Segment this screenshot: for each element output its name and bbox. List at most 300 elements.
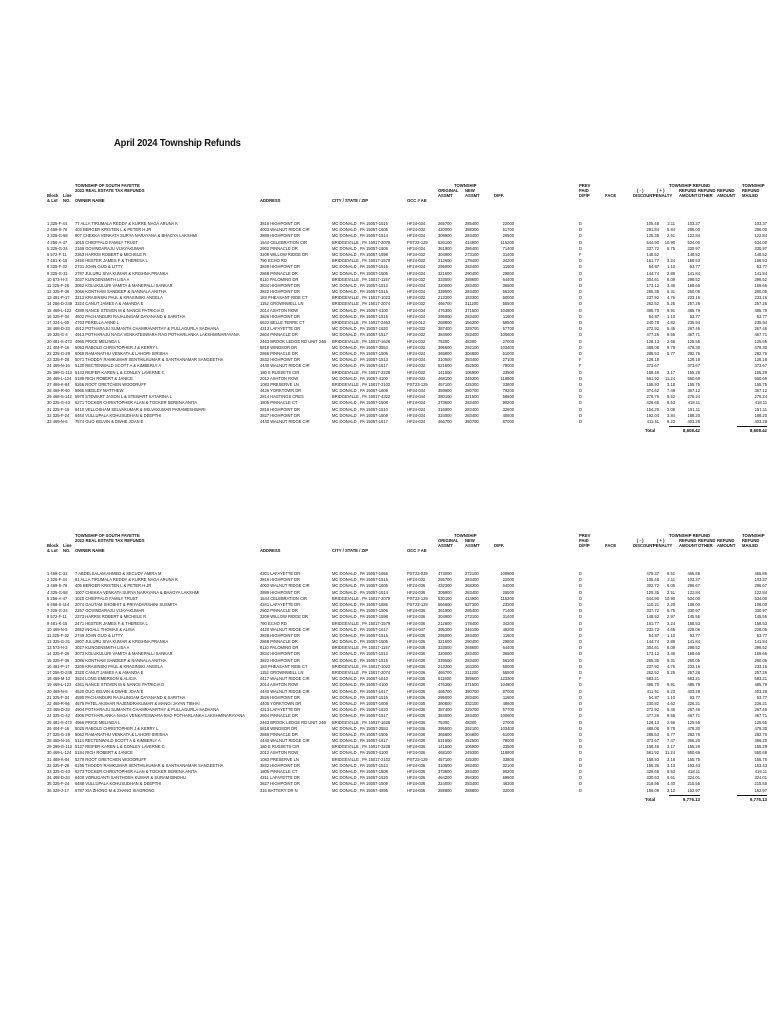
row-city: MC DONALD , PA 15057-4895 xyxy=(332,787,388,793)
row-penalty: 2.20 xyxy=(667,601,675,607)
row-refund-amount: 298.52 xyxy=(687,276,700,282)
row-id: 1 468-C-32 xyxy=(47,571,68,576)
row-address: 4440 WALNUT RIDGE CIR xyxy=(260,738,310,744)
header-paid: PAID xyxy=(579,538,589,543)
row-diff: 55500 xyxy=(502,670,514,675)
row-refund-mailed: 298.52 xyxy=(754,276,767,282)
row-city: MC DONALD , PA 15057-1513 xyxy=(332,357,388,363)
row-owner: 81 ALLA TIRUMALA REDDY & KURRE NAGA ARUNA K xyxy=(75,577,178,583)
row-diff: 33500 xyxy=(502,744,514,750)
row-address: 3822 HIGHPOINT DR xyxy=(260,657,300,663)
row-discount: 158.46 xyxy=(646,369,659,375)
row-discount: 272.92 xyxy=(646,326,659,332)
row-original-assmt: 530100 xyxy=(438,595,452,601)
row-city: BRIDGEVILLE , PA 15017-4322 xyxy=(332,394,391,400)
row-city: MC DONALD , PA 15057-1617 xyxy=(332,738,388,744)
total-label: Total xyxy=(645,796,656,802)
header-minus: ( - ) xyxy=(637,538,644,543)
row-original-assmt: 387400 xyxy=(438,707,452,713)
row-discount: 218.95 xyxy=(646,781,659,787)
row-refund-amount: 215.55 xyxy=(687,781,700,787)
row-discount: 125.35 xyxy=(646,233,659,239)
row-discount: 230.82 xyxy=(646,700,659,706)
row-id: 12 325-F-36 xyxy=(47,289,70,295)
row-address: 3834 HIGHPOINT DR xyxy=(260,651,300,657)
header-address: ADDRESS xyxy=(260,548,281,553)
row-id: 19 325-G-4 xyxy=(47,332,68,338)
row-refund-mailed: 330.97 xyxy=(754,245,767,251)
row-new-assmt: 290400 xyxy=(465,639,479,645)
row-discount: 54.87 xyxy=(648,313,659,319)
row-dfp: D xyxy=(579,670,582,675)
row-address: 3834 HIGHPOINT DR xyxy=(260,282,300,288)
row-address: 4417 WALNUT RIDGE CIR xyxy=(260,676,310,682)
row-original-assmt: 380100 xyxy=(438,394,452,400)
row-dfp: D xyxy=(579,769,582,774)
row-occ: HF24-034 xyxy=(407,357,426,363)
row-id: 15 325-F-36 xyxy=(47,657,70,663)
row-dfp: D xyxy=(579,295,582,301)
header-amount2: AMOUNT xyxy=(717,543,736,548)
row-city: MC DONALD , PA 15057-4100 xyxy=(332,307,388,313)
header-block: Block xyxy=(47,193,59,198)
row-original-assmt: 265700 xyxy=(438,577,452,583)
row-id: 2 325-F-44 xyxy=(47,577,68,583)
row-diff: 64400 xyxy=(502,645,514,651)
row-dfp: D xyxy=(579,787,582,793)
row-address: 180 E RUSSETS CIR xyxy=(260,744,300,750)
row-penalty: 5.25 xyxy=(667,301,675,307)
row-address: 2012 ASHTON ROW xyxy=(260,375,299,381)
row-address: 1152 GROWNWELL LN xyxy=(260,670,304,675)
row-city: MC DONALD , PA 15057-1515 xyxy=(332,289,388,295)
row-occ: HF24-044 xyxy=(407,394,426,400)
header-subtitle: 2022 REAL ESTATE TAX REFUNDS xyxy=(75,188,145,193)
row-dfp: D xyxy=(579,320,582,325)
row-original-assmt: 566600 xyxy=(438,601,452,607)
row-new-assmt: 283400 xyxy=(465,233,479,239)
row-diff: 87000 xyxy=(502,688,514,694)
row-dfp: D xyxy=(579,221,582,226)
row-occ: HF24-036 xyxy=(407,750,426,756)
row-penalty: 2.51 xyxy=(667,589,675,595)
row-penalty: 5.52 xyxy=(667,394,675,400)
row-dfp: D xyxy=(579,626,582,632)
row-refund-amount: 260.05 xyxy=(687,657,700,663)
row-original-assmt: 320000 xyxy=(438,282,452,288)
row-diff: 90200 xyxy=(502,769,514,774)
row-new-assmt: 286400 xyxy=(465,608,479,614)
row-refund-mailed: 188.20 xyxy=(754,412,767,418)
row-refund-mailed: 169.66 xyxy=(754,282,767,288)
row-discount: 237.92 xyxy=(646,663,659,669)
row-city: MC DONALD , PA 15057-1515 xyxy=(332,313,388,319)
row-new-assmt: 394300 xyxy=(465,775,479,781)
row-id: 35 325-F-24 xyxy=(47,781,70,787)
row-city: MC DONALD , PA 15057-1617 xyxy=(332,626,388,632)
header-address: ADDRESS xyxy=(260,198,281,203)
row-address: 3827 HIGHPOINT DR xyxy=(260,781,300,787)
row-dfp: D xyxy=(579,239,582,245)
row-owner: 2471 HESTER JAMES F & THERESA L xyxy=(75,620,148,626)
row-city: MC DONALD , PA 15057-1617 xyxy=(332,688,388,694)
row-occ: HF24-036 xyxy=(407,614,426,620)
header-lot: & Lot xyxy=(47,548,58,553)
row-dfp: D xyxy=(579,307,582,313)
row-address: 2868 PINNACLE DR xyxy=(260,270,298,276)
row-discount: 144.74 xyxy=(646,270,659,276)
row-city: MC DONALD , PA 15057-1509 xyxy=(332,781,388,787)
row-diff: 26500 xyxy=(502,589,514,595)
row-id: 9 481-K-15 xyxy=(47,620,68,626)
row-diff: 33800 xyxy=(502,756,514,762)
row-occ: HF24-036 xyxy=(407,632,426,638)
row-owner: 3073 KOLUKULURI VAMITA & MANEPALLI SANKAR xyxy=(75,651,173,657)
row-refund-amount: 534.00 xyxy=(687,239,700,245)
header-owner: OWNER NAME xyxy=(75,198,105,203)
row-id: 19 469-L-122 xyxy=(47,682,72,688)
row-owner: 4912 POTHARAJU SUMANTH CHAMRAVARTHY & PULLAGURLA SADHANA xyxy=(75,326,219,332)
row-refund-mailed: 296.67 xyxy=(754,583,767,589)
row-owner: 3324 CANUT JAMES A & AMANDA E xyxy=(75,301,144,307)
row-address: 4440 WALNUT RIDGE CIR xyxy=(260,363,310,369)
row-discount: 583.21 xyxy=(646,676,659,682)
row-dfp: D xyxy=(579,756,582,762)
row-refund-amount: 158.53 xyxy=(687,620,700,626)
row-original-assmt: 466700 xyxy=(438,419,452,424)
total-rule xyxy=(737,795,767,796)
row-id: 24 469-N-16 xyxy=(47,363,70,369)
row-dfp: D xyxy=(579,258,582,264)
row-penalty: 1.10 xyxy=(667,313,675,319)
header-township: TOWNSHIP OF SOUTH FAYETTE xyxy=(75,183,140,188)
row-dfp: D xyxy=(579,713,582,719)
row-original-assmt: 309900 xyxy=(438,589,452,595)
row-owner: 4520 GUO KELVIN & DWHE JOAN E xyxy=(75,688,144,694)
row-refund-mailed: 148.52 xyxy=(754,251,767,257)
row-dfp: D xyxy=(579,750,582,756)
row-diff: 32600 xyxy=(502,406,514,412)
row-new-assmt: 268600 xyxy=(465,645,479,651)
row-id: 31 325-F-16 xyxy=(47,406,70,412)
row-refund-mailed: 583.21 xyxy=(754,676,767,682)
row-city: BRIDGEVILLE , PA 15017-1579 xyxy=(332,258,391,264)
row-address: 2604 PINNACLE DR xyxy=(260,713,298,719)
row-discount: 237.92 xyxy=(646,295,659,301)
row-city: MC DONALD , PA 15057-1515 xyxy=(332,221,388,226)
row-address: 4003 WALNUT RIDGE CIR xyxy=(260,227,310,233)
row-discount: 156.36 xyxy=(646,762,659,768)
row-discount: 232.72 xyxy=(646,626,659,632)
row-id: 26 469-L-124 xyxy=(47,375,72,381)
row-dfp: D xyxy=(579,289,582,295)
row-original-assmt: 531600 xyxy=(438,738,452,744)
row-refund-mailed: 257.26 xyxy=(754,301,767,307)
row-refund-amount: 108.00 xyxy=(687,601,700,607)
row-city: MC DONALD , PA 15057-1513 xyxy=(332,282,388,288)
row-discount: 475.37 xyxy=(646,571,659,576)
row-original-assmt: 457100 xyxy=(438,381,452,387)
row-refund-amount: 479.30 xyxy=(687,725,700,731)
row-city: BRIDGEVILLE , PA 15017-2102 xyxy=(332,381,391,387)
row-original-assmt: 268800 xyxy=(438,320,452,325)
row-occ: HF24-036 xyxy=(407,645,426,651)
row-discount: 411.51 xyxy=(646,419,659,424)
row-refund-mailed: 465.86 xyxy=(754,571,767,576)
row-owner: 5114 RECTENWALD SCOTT A & KIMBERLY A xyxy=(75,738,161,744)
row-penalty: 5.77 xyxy=(667,350,675,356)
row-penalty: 8.53 xyxy=(667,400,675,406)
row-diff: 58600 xyxy=(502,394,514,400)
row-dfp: D xyxy=(579,595,582,601)
header-occ: OCC # AE xyxy=(407,198,427,203)
row-city: MC DONALD , PA 15057-1515 xyxy=(332,264,388,270)
row-dfp: D xyxy=(579,632,582,638)
header-original: ORIGINAL xyxy=(438,538,459,543)
row-owner: 77 ALLA TIRUMALA REDDY & KURRE NAGA ARUNA K xyxy=(75,221,178,226)
header-discount: DISCOUNT xyxy=(633,543,655,548)
row-owner: 3027 KLINGENSMITH LISA A xyxy=(75,645,130,651)
row-id: 11 325-F-32 xyxy=(47,632,69,638)
row-diff: 11600 xyxy=(502,632,514,638)
row-refund-mailed: 128.18 xyxy=(754,357,767,363)
row-occ: HF24-036 xyxy=(407,738,426,744)
row-owner: 2807 JULURU SIVA KUMAR & KRISHNA PRANKA xyxy=(75,639,169,645)
row-city: MC DONALD , PA 15057-3553 xyxy=(332,344,388,350)
row-id: 33 469-N-6 xyxy=(47,419,68,424)
header-township-col: TOWNSHIP xyxy=(454,533,477,538)
row-refund-amount: 53.77 xyxy=(689,264,700,270)
row-refund-amount: 403.28 xyxy=(687,419,700,424)
row-penalty: 5.31 xyxy=(667,289,675,295)
row-original-assmt: 476300 xyxy=(438,682,452,688)
row-id: 9 325-G-31 xyxy=(47,270,68,276)
row-original-assmt: 304900 xyxy=(438,251,452,257)
row-occ: HF24-036 xyxy=(407,713,426,719)
row-original-assmt: 361900 xyxy=(438,608,452,614)
row-penalty: 9.91 xyxy=(667,682,675,688)
row-discount: 337.72 xyxy=(646,608,659,614)
row-diff: 58500 xyxy=(502,320,514,325)
row-dfp: D xyxy=(579,738,582,744)
row-penalty: 4.76 xyxy=(667,663,675,669)
row-penalty: 6.75 xyxy=(667,608,675,614)
row-owner: 2787 JULURU SIVA KUMAR & KRISHNA PRANKA xyxy=(75,270,169,276)
row-owner: 6273 TOCKER CHRISTOPHER ALAN & TOCKER SERENA ANITA xyxy=(75,769,197,774)
row-refund-amount: 233.16 xyxy=(687,295,700,301)
row-id: 8 572-F-11 xyxy=(47,614,67,620)
row-original-assmt: 473000 xyxy=(438,571,452,576)
row-diff: 118800 xyxy=(500,750,514,756)
row-address: 316 BATTERY DR N xyxy=(260,787,298,793)
row-occ: PST23-039 xyxy=(407,571,428,576)
row-new-assmt: 425300 xyxy=(465,756,479,762)
row-refund-amount: 583.21 xyxy=(687,676,700,682)
row-diff: 57700 xyxy=(502,326,514,332)
row-penalty: 2.11 xyxy=(667,221,675,226)
row-refund-mailed: 534.00 xyxy=(754,595,767,601)
row-refund-mailed: 233.16 xyxy=(754,295,767,301)
row-refund-amount: 418.11 xyxy=(687,769,700,774)
row-penalty: 4.62 xyxy=(667,700,675,706)
row-occ: PST23-129 xyxy=(407,595,428,601)
header-refund3: REFUND xyxy=(717,188,735,193)
row-address: 4420 WALNUT RIDGE CIR xyxy=(260,626,310,632)
row-city: BRIDGEVILLE , PA 15017-3228 xyxy=(332,369,391,375)
row-refund-amount: 298.52 xyxy=(687,645,700,651)
row-id: 20 481-S-473 xyxy=(47,338,72,344)
row-occ: HF24-032 xyxy=(407,227,426,233)
row-diff: 104800 xyxy=(500,307,514,313)
row-discount: 240.78 xyxy=(646,320,659,325)
row-refund-amount: 152.97 xyxy=(687,787,700,793)
row-dfp: D xyxy=(579,719,582,725)
total-mailed: 9,776.13 xyxy=(749,796,767,802)
row-address: 4426 YORKTOWN DR xyxy=(260,388,302,394)
row-owner: 6787 XIA ZHONG M & ZHANG XIAORONG xyxy=(75,787,155,793)
row-refund-amount: 257.26 xyxy=(687,670,700,675)
row-new-assmt: 290400 xyxy=(465,270,479,276)
row-address: 4440 WALNUT RIDGE CIR xyxy=(260,688,310,694)
row-new-assmt: 388300 xyxy=(465,227,479,233)
row-original-assmt: 295000 xyxy=(438,264,452,270)
row-refund-amount: 324.01 xyxy=(687,775,700,781)
row-refund-mailed: 158.53 xyxy=(754,620,767,626)
row-refund-mailed: 324.01 xyxy=(754,775,767,781)
table-total xyxy=(47,794,767,804)
row-occ: HF24-012 xyxy=(407,320,426,325)
row-refund-amount: 479.30 xyxy=(687,344,700,350)
row-address: 2868 PINNACLE DR xyxy=(260,639,298,645)
row-refund-amount: 260.05 xyxy=(687,289,700,295)
header-amount: AMOUNT xyxy=(679,193,698,198)
row-id: 30 325-G-43 xyxy=(47,400,70,406)
row-owner: 2749 JOHN GUO & LITTY xyxy=(75,632,124,638)
row-new-assmt: 283400 xyxy=(465,769,479,774)
row-discount: 288.53 xyxy=(646,350,659,356)
row-new-assmt: 283400 xyxy=(465,577,479,583)
row-id: 5 256-A-47 xyxy=(47,595,68,601)
row-dfp: D xyxy=(579,233,582,239)
row-penalty: 9.78 xyxy=(667,344,675,350)
refund-table-1 xyxy=(47,183,767,435)
row-penalty: 11.24 xyxy=(665,375,675,381)
row-refund-mailed: 155.75 xyxy=(754,381,767,387)
row-city: MC DONALD , PA 15057-1513 xyxy=(332,762,388,768)
row-refund-amount: 467.71 xyxy=(687,713,700,719)
row-original-assmt: 466700 xyxy=(438,670,452,675)
row-address: 5818 WINDSOR DR xyxy=(260,725,298,731)
row-diff: 115200 xyxy=(500,595,514,601)
header-refund4: REFUND xyxy=(742,538,760,543)
row-refund-mailed: 152.97 xyxy=(754,787,767,793)
header-paid: PAID xyxy=(579,188,589,193)
row-occ: HF24-034 xyxy=(407,289,426,295)
row-refund-mailed: 282.76 xyxy=(754,731,767,737)
row-owner: 5062 RAMANATHU VENKATA & LAHORI SIRISHA xyxy=(75,731,169,737)
row-owner: 1015 CHIEFFALO FAMILY TRUST xyxy=(75,239,139,245)
row-occ: HF24-036 xyxy=(407,707,426,713)
row-new-assmt: 283400 xyxy=(465,400,479,406)
row-address: 4311 LAFAYETTE DR xyxy=(260,775,300,781)
row-original-assmt: 468100 xyxy=(438,750,452,756)
row-refund-mailed: 158.53 xyxy=(754,258,767,264)
row-original-assmt: 265700 xyxy=(438,221,452,226)
row-city: MC DONALD , PA 15057-1505 xyxy=(332,350,388,356)
row-refund-amount: 330.97 xyxy=(687,245,700,251)
row-discount: 54.87 xyxy=(648,264,659,270)
row-city: MC DONALD , PA 15057-1609 xyxy=(332,700,388,706)
row-address: 3827 HIGHPOINT DR xyxy=(260,412,300,418)
row-id: 17 324-L-60 xyxy=(47,320,70,325)
row-diff: 115200 xyxy=(500,239,514,245)
row-address: 1544 CELEBRATION CIR xyxy=(260,595,308,601)
row-address: 790 ECHO RD xyxy=(260,258,287,264)
row-penalty: 11.24 xyxy=(665,750,675,756)
row-owner: 3086 KONTHAM SANDEEP & NANNALA ANITHA xyxy=(75,657,167,663)
total-amount: 9,776.13 xyxy=(682,796,700,802)
row-refund-mailed: 226.21 xyxy=(754,700,767,706)
row-penalty: 2.89 xyxy=(667,639,675,645)
row-occ: HF24-034 xyxy=(407,412,426,418)
row-city: BRIDGEVILLE , PA 15017-3228 xyxy=(332,744,391,750)
row-discount: 110.21 xyxy=(646,601,659,607)
header-assmt2: ASSMT xyxy=(465,193,480,198)
table-total xyxy=(47,425,767,435)
row-occ: PST23-129 xyxy=(407,601,428,607)
row-city: BRIDGEVILLE , PA 15017-1023 xyxy=(332,663,391,669)
header-original: ORIGINAL xyxy=(438,188,459,193)
row-id: 24 325-G-42 xyxy=(47,713,70,719)
row-occ: HF24-032 xyxy=(407,276,426,282)
row-dfp: D xyxy=(579,775,582,781)
table-body xyxy=(47,221,767,425)
row-occ: PST23-129 xyxy=(407,756,428,762)
row-penalty: 6.05 xyxy=(667,583,675,589)
row-dfp: D xyxy=(579,388,582,394)
row-owner: 5266 ROOT GRETCHEN WOODRUFF xyxy=(75,381,147,387)
row-original-assmt: 321600 xyxy=(438,270,452,276)
row-dfp: D xyxy=(579,245,582,251)
row-owner: 5137 REIFER KAREN L & CONLEY LAVERNE C xyxy=(75,744,165,750)
row-refund-amount: 366.20 xyxy=(687,738,700,744)
row-occ: HF24-036 xyxy=(407,682,426,688)
row-address: 3209 WILLOW RIDGE DR xyxy=(260,251,308,257)
row-original-assmt: 141500 xyxy=(438,744,452,750)
row-id: 22 469-R-56 xyxy=(47,700,70,706)
row-city: MC DONALD , PA 15057-1609 xyxy=(332,388,388,394)
row-address: 183 PHEASANT RIDE CT xyxy=(260,295,308,301)
header-refund4: REFUND xyxy=(742,188,760,193)
row-id: 29 468-S-142 xyxy=(47,394,72,400)
row-refund-amount: 485.79 xyxy=(687,682,700,688)
row-address: 790 ECHO RD xyxy=(260,620,287,626)
row-city: MC DONALD , PA 15057-1610 xyxy=(332,676,388,682)
row-dfp: D xyxy=(579,344,582,350)
row-new-assmt: 283400 xyxy=(465,651,479,657)
row-city: MC DONALD , PA 15057-1605 xyxy=(332,583,388,589)
row-refund-amount: 235.94 xyxy=(687,320,700,325)
row-address: 4313 LAFAYETTE DR xyxy=(260,707,301,713)
row-dfp: D xyxy=(579,301,582,307)
row-address: 180 E RUSSETS CIR xyxy=(260,369,300,375)
row-original-assmt: 141500 xyxy=(438,369,452,375)
row-owner: 3212 KRASINSKI PAUL & KRASINSKI ANGELA xyxy=(75,295,163,301)
row-owner: 7 ABDELSALAM AHMED & SECUDY AMIRA M xyxy=(75,571,162,576)
row-address: 1083 PRESERVE LN xyxy=(260,756,299,762)
row-dfp: D xyxy=(579,608,582,614)
row-occ: HF24-036 xyxy=(407,787,426,793)
